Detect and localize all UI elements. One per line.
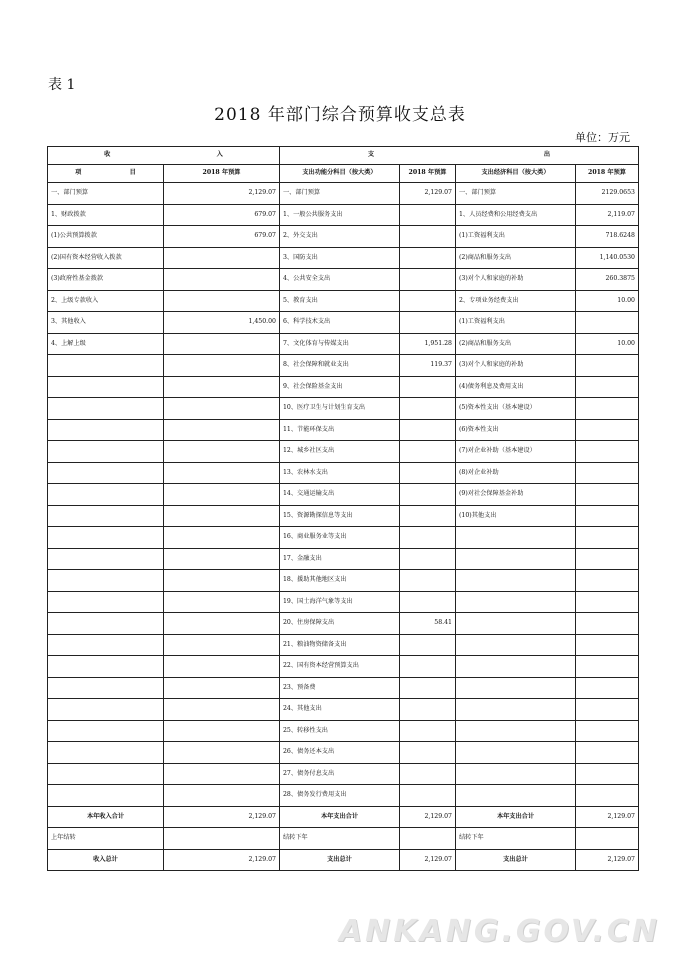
func-subject-cell: 9、社会保险基金支出 bbox=[280, 376, 400, 398]
total-row bbox=[48, 849, 639, 871]
table-row bbox=[48, 720, 639, 742]
page-title: 2018 年部门综合预算收支总表 bbox=[214, 105, 466, 125]
income-item-cell: 本年收入合计 bbox=[48, 806, 164, 828]
total-row bbox=[48, 806, 639, 828]
econ-budget-cell bbox=[576, 312, 639, 334]
econ-budget-cell bbox=[576, 656, 639, 678]
income-item-cell bbox=[48, 505, 164, 527]
income-item-cell bbox=[48, 720, 164, 742]
table-row bbox=[48, 505, 639, 527]
econ-budget-cell bbox=[576, 441, 639, 463]
econ-budget-cell: 718.6248 bbox=[576, 226, 639, 248]
table-row bbox=[48, 376, 639, 398]
func-budget-cell bbox=[400, 247, 456, 269]
budget-summary-table bbox=[47, 146, 639, 871]
income-budget-cell: 2,129.07 bbox=[164, 849, 280, 871]
func-subject-cell: 27、债务付息支出 bbox=[280, 763, 400, 785]
func-subject-cell: 2、外交支出 bbox=[280, 226, 400, 248]
func-subject-cell: 17、金融支出 bbox=[280, 548, 400, 570]
income-item-cell bbox=[48, 462, 164, 484]
table-row bbox=[48, 613, 639, 635]
econ-subject-cell bbox=[456, 763, 576, 785]
table-row bbox=[48, 355, 639, 377]
table-row bbox=[48, 699, 639, 721]
func-subject-cell: 6、科学技术支出 bbox=[280, 312, 400, 334]
table-row bbox=[48, 419, 639, 441]
func-subject-cell: 26、债务还本支出 bbox=[280, 742, 400, 764]
table-row bbox=[48, 570, 639, 592]
econ-budget-cell bbox=[576, 398, 639, 420]
func-subject-cell: 10、医疗卫生与计划生育支出 bbox=[280, 398, 400, 420]
income-budget-cell bbox=[164, 527, 280, 549]
income-item-cell: 一、部门预算 bbox=[48, 183, 164, 205]
econ-subject-cell: 1、人员经费和公用经费支出 bbox=[456, 204, 576, 226]
func-budget-cell: 2,129.07 bbox=[400, 183, 456, 205]
econ-budget-cell bbox=[576, 634, 639, 656]
econ-subject-cell: (2)商品和服务支出 bbox=[456, 247, 576, 269]
func-budget-cell bbox=[400, 505, 456, 527]
econ-subject-cell bbox=[456, 677, 576, 699]
income-item-cell: 收入总计 bbox=[48, 849, 164, 871]
income-budget-cell bbox=[164, 699, 280, 721]
econ-subject-cell bbox=[456, 656, 576, 678]
income-budget-cell bbox=[164, 548, 280, 570]
econ-subject-cell: 支出总计 bbox=[456, 849, 576, 871]
econ-subject-cell: (6)资本性支出 bbox=[456, 419, 576, 441]
econ-budget-cell: 1,140.0530 bbox=[576, 247, 639, 269]
income-item-cell bbox=[48, 613, 164, 635]
income-item-cell bbox=[48, 742, 164, 764]
econ-subject-cell: (8)对企业补助 bbox=[456, 462, 576, 484]
econ-budget-cell: 10.00 bbox=[576, 290, 639, 312]
econ-budget-cell bbox=[576, 785, 639, 807]
income-item-cell bbox=[48, 591, 164, 613]
income-item-cell bbox=[48, 398, 164, 420]
econ-subject-cell: 结转下年 bbox=[456, 828, 576, 850]
expense-group-header: 支 出 bbox=[280, 147, 639, 165]
income-item-cell bbox=[48, 656, 164, 678]
income-item-cell bbox=[48, 570, 164, 592]
func-subject-cell: 3、国防支出 bbox=[280, 247, 400, 269]
income-item-cell bbox=[48, 441, 164, 463]
func-budget-cell bbox=[400, 269, 456, 291]
econ-budget-cell bbox=[576, 742, 639, 764]
table-row bbox=[48, 591, 639, 613]
econ-budget-cell: 2129.0653 bbox=[576, 183, 639, 205]
econ-budget-cell bbox=[576, 613, 639, 635]
income-budget-cell bbox=[164, 290, 280, 312]
income-item-cell: 4、上解上级 bbox=[48, 333, 164, 355]
income-budget-cell bbox=[164, 355, 280, 377]
econ-subject-cell bbox=[456, 527, 576, 549]
table-row bbox=[48, 290, 639, 312]
income-budget-cell bbox=[164, 398, 280, 420]
econ-budget-cell bbox=[576, 527, 639, 549]
func-subject-cell: 25、转移性支出 bbox=[280, 720, 400, 742]
table-row bbox=[48, 333, 639, 355]
econ-subject-cell: (5)资本性支出（基本建设） bbox=[456, 398, 576, 420]
income-budget-cell: 2,129.07 bbox=[164, 806, 280, 828]
econ-budget-cell bbox=[576, 570, 639, 592]
income-item-cell bbox=[48, 763, 164, 785]
func-subject-cell: 22、国有资本经营预算支出 bbox=[280, 656, 400, 678]
econ-subject-cell: (7)对企业补助（基本建设） bbox=[456, 441, 576, 463]
func-subject-cell: 1、一般公共服务支出 bbox=[280, 204, 400, 226]
income-budget-header: 2018 年预算 bbox=[164, 165, 280, 183]
func-subject-cell: 8、社会保障和就业支出 bbox=[280, 355, 400, 377]
income-item-cell bbox=[48, 634, 164, 656]
econ-subject-cell bbox=[456, 548, 576, 570]
income-budget-cell bbox=[164, 634, 280, 656]
table-row bbox=[48, 398, 639, 420]
table-row bbox=[48, 269, 639, 291]
income-budget-cell bbox=[164, 505, 280, 527]
table-row bbox=[48, 785, 639, 807]
income-budget-cell bbox=[164, 462, 280, 484]
econ-budget-cell bbox=[576, 720, 639, 742]
table-label: 表 1 bbox=[48, 77, 76, 93]
table-row bbox=[48, 484, 639, 506]
func-budget-cell bbox=[400, 398, 456, 420]
econ-budget-cell bbox=[576, 828, 639, 850]
func-subject-cell: 24、其他支出 bbox=[280, 699, 400, 721]
func-budget-cell bbox=[400, 548, 456, 570]
income-budget-cell bbox=[164, 742, 280, 764]
func-budget-cell: 2,129.07 bbox=[400, 849, 456, 871]
income-budget-cell bbox=[164, 376, 280, 398]
func-subject-cell: 19、国土海洋气象等支出 bbox=[280, 591, 400, 613]
econ-subject-cell: 2、专项业务经费支出 bbox=[456, 290, 576, 312]
econ-subject-cell: (1)工资福利支出 bbox=[456, 312, 576, 334]
func-subject-cell: 12、城乡社区支出 bbox=[280, 441, 400, 463]
income-budget-cell bbox=[164, 828, 280, 850]
income-item-cell bbox=[48, 785, 164, 807]
econ-subject-cell: (1)工资福利支出 bbox=[456, 226, 576, 248]
func-budget-cell bbox=[400, 527, 456, 549]
econ-subject-cell bbox=[456, 570, 576, 592]
income-item-cell bbox=[48, 484, 164, 506]
income-budget-cell: 1,450.00 bbox=[164, 312, 280, 334]
econ-subject-cell bbox=[456, 591, 576, 613]
func-budget-cell bbox=[400, 570, 456, 592]
econ-budget-cell bbox=[576, 462, 639, 484]
econ-subject-cell: (9)对社会保障基金补助 bbox=[456, 484, 576, 506]
item-header: 项 目 bbox=[48, 165, 164, 183]
func-subject-cell: 本年支出合计 bbox=[280, 806, 400, 828]
table-row bbox=[48, 204, 639, 226]
func-budget-cell: 58.41 bbox=[400, 613, 456, 635]
func-budget-cell: 2,129.07 bbox=[400, 806, 456, 828]
econ-budget-cell: 260.3875 bbox=[576, 269, 639, 291]
econ-budget-cell: 2,129.07 bbox=[576, 806, 639, 828]
income-item-cell: 3、其他收入 bbox=[48, 312, 164, 334]
income-item-cell bbox=[48, 527, 164, 549]
func-budget-cell bbox=[400, 441, 456, 463]
func-subject-cell: 一、部门预算 bbox=[280, 183, 400, 205]
func-budget-cell bbox=[400, 720, 456, 742]
econ-budget-cell bbox=[576, 591, 639, 613]
func-subject-cell: 23、预备费 bbox=[280, 677, 400, 699]
econ-budget-cell bbox=[576, 484, 639, 506]
econ-subject-cell bbox=[456, 699, 576, 721]
econ-budget-cell: 10.00 bbox=[576, 333, 639, 355]
func-budget-cell bbox=[400, 312, 456, 334]
func-budget-cell bbox=[400, 785, 456, 807]
econ-subject-cell bbox=[456, 634, 576, 656]
func-budget-cell bbox=[400, 828, 456, 850]
func-subject-cell: 4、公共安全支出 bbox=[280, 269, 400, 291]
func-subject-cell: 支出总计 bbox=[280, 849, 400, 871]
econ-subject-header: 支出经济科目（按大类） bbox=[456, 165, 576, 183]
income-group-header: 收 入 bbox=[48, 147, 280, 165]
income-budget-cell bbox=[164, 570, 280, 592]
econ-subject-cell: (4)债务利息及费用支出 bbox=[456, 376, 576, 398]
func-budget-cell bbox=[400, 226, 456, 248]
econ-budget-cell bbox=[576, 376, 639, 398]
total-row bbox=[48, 828, 639, 850]
income-budget-cell bbox=[164, 656, 280, 678]
income-budget-cell: 2,129.07 bbox=[164, 183, 280, 205]
econ-budget-cell bbox=[576, 419, 639, 441]
func-subject-cell: 28、债务发行费用支出 bbox=[280, 785, 400, 807]
income-budget-cell bbox=[164, 333, 280, 355]
func-subject-cell: 21、粮油物资储备支出 bbox=[280, 634, 400, 656]
econ-budget-header: 2018 年预算 bbox=[576, 165, 639, 183]
income-budget-cell bbox=[164, 247, 280, 269]
income-budget-cell bbox=[164, 785, 280, 807]
func-budget-cell bbox=[400, 462, 456, 484]
func-budget-cell: 1,951.28 bbox=[400, 333, 456, 355]
func-budget-cell: 119.37 bbox=[400, 355, 456, 377]
income-budget-cell: 679.07 bbox=[164, 204, 280, 226]
func-subject-cell: 7、文化体育与传媒支出 bbox=[280, 333, 400, 355]
econ-subject-cell bbox=[456, 742, 576, 764]
func-subject-cell: 11、节能环保支出 bbox=[280, 419, 400, 441]
econ-budget-cell bbox=[576, 763, 639, 785]
econ-budget-cell: 2,129.07 bbox=[576, 849, 639, 871]
income-item-cell: 上年结转 bbox=[48, 828, 164, 850]
income-budget-cell bbox=[164, 677, 280, 699]
func-subject-cell: 5、教育支出 bbox=[280, 290, 400, 312]
econ-subject-cell: 本年支出合计 bbox=[456, 806, 576, 828]
table-row bbox=[48, 312, 639, 334]
income-budget-cell bbox=[164, 484, 280, 506]
table-row bbox=[48, 656, 639, 678]
table-row bbox=[48, 183, 639, 205]
func-budget-cell bbox=[400, 634, 456, 656]
table-row bbox=[48, 548, 639, 570]
func-subject-cell: 15、资源勘探信息等支出 bbox=[280, 505, 400, 527]
econ-budget-cell bbox=[576, 505, 639, 527]
income-budget-cell bbox=[164, 720, 280, 742]
table-row bbox=[48, 763, 639, 785]
func-subject-cell: 16、商业服务业等支出 bbox=[280, 527, 400, 549]
econ-budget-cell bbox=[576, 677, 639, 699]
econ-budget-cell bbox=[576, 699, 639, 721]
table-row bbox=[48, 677, 639, 699]
income-item-cell bbox=[48, 419, 164, 441]
income-budget-cell bbox=[164, 441, 280, 463]
func-budget-header: 2018 年预算 bbox=[400, 165, 456, 183]
income-item-cell: 2、上级专款收入 bbox=[48, 290, 164, 312]
income-item-cell bbox=[48, 699, 164, 721]
income-item-cell bbox=[48, 376, 164, 398]
income-item-cell: (2)国有资本经营收入拨款 bbox=[48, 247, 164, 269]
econ-subject-cell: (10)其他支出 bbox=[456, 505, 576, 527]
header-row-group bbox=[48, 147, 639, 165]
income-item-cell: 1、财政拨款 bbox=[48, 204, 164, 226]
func-subject-cell: 结转下年 bbox=[280, 828, 400, 850]
income-item-cell: (1)公共预算拨款 bbox=[48, 226, 164, 248]
func-budget-cell bbox=[400, 591, 456, 613]
func-subject-cell: 18、援助其他地区支出 bbox=[280, 570, 400, 592]
table-row bbox=[48, 527, 639, 549]
econ-subject-cell bbox=[456, 720, 576, 742]
func-budget-cell bbox=[400, 484, 456, 506]
table-row bbox=[48, 247, 639, 269]
econ-budget-cell bbox=[576, 548, 639, 570]
func-budget-cell bbox=[400, 419, 456, 441]
func-subject-header: 支出功能分科目（按大类） bbox=[280, 165, 400, 183]
header-row-columns bbox=[48, 165, 639, 183]
income-item-cell: (3)政府性基金拨款 bbox=[48, 269, 164, 291]
func-subject-cell: 20、住房保障支出 bbox=[280, 613, 400, 635]
income-item-cell bbox=[48, 355, 164, 377]
func-budget-cell bbox=[400, 699, 456, 721]
table-row bbox=[48, 742, 639, 764]
income-budget-cell bbox=[164, 591, 280, 613]
income-item-cell bbox=[48, 677, 164, 699]
func-subject-cell: 14、交通运输支出 bbox=[280, 484, 400, 506]
func-budget-cell bbox=[400, 376, 456, 398]
econ-subject-cell: (2)商品和服务支出 bbox=[456, 333, 576, 355]
income-budget-cell bbox=[164, 613, 280, 635]
econ-subject-cell bbox=[456, 785, 576, 807]
func-budget-cell bbox=[400, 656, 456, 678]
income-item-cell bbox=[48, 548, 164, 570]
income-budget-cell bbox=[164, 269, 280, 291]
econ-subject-cell bbox=[456, 613, 576, 635]
econ-budget-cell bbox=[576, 355, 639, 377]
econ-subject-cell: (3)对个人和家庭的补助 bbox=[456, 269, 576, 291]
econ-budget-cell: 2,119.07 bbox=[576, 204, 639, 226]
func-subject-cell: 13、农林水支出 bbox=[280, 462, 400, 484]
income-budget-cell: 679.07 bbox=[164, 226, 280, 248]
income-budget-cell bbox=[164, 419, 280, 441]
econ-subject-cell: 一、部门预算 bbox=[456, 183, 576, 205]
func-budget-cell bbox=[400, 204, 456, 226]
table-row bbox=[48, 226, 639, 248]
func-budget-cell bbox=[400, 677, 456, 699]
unit-label: 单位：万元 bbox=[575, 131, 630, 144]
table-row bbox=[48, 634, 639, 656]
func-budget-cell bbox=[400, 742, 456, 764]
watermark-logo: ANKANG.GOV.CN bbox=[338, 914, 660, 949]
table-row bbox=[48, 462, 639, 484]
func-budget-cell bbox=[400, 290, 456, 312]
income-budget-cell bbox=[164, 763, 280, 785]
table-row bbox=[48, 441, 639, 463]
func-budget-cell bbox=[400, 763, 456, 785]
econ-subject-cell: (3)对个人和家庭的补助 bbox=[456, 355, 576, 377]
